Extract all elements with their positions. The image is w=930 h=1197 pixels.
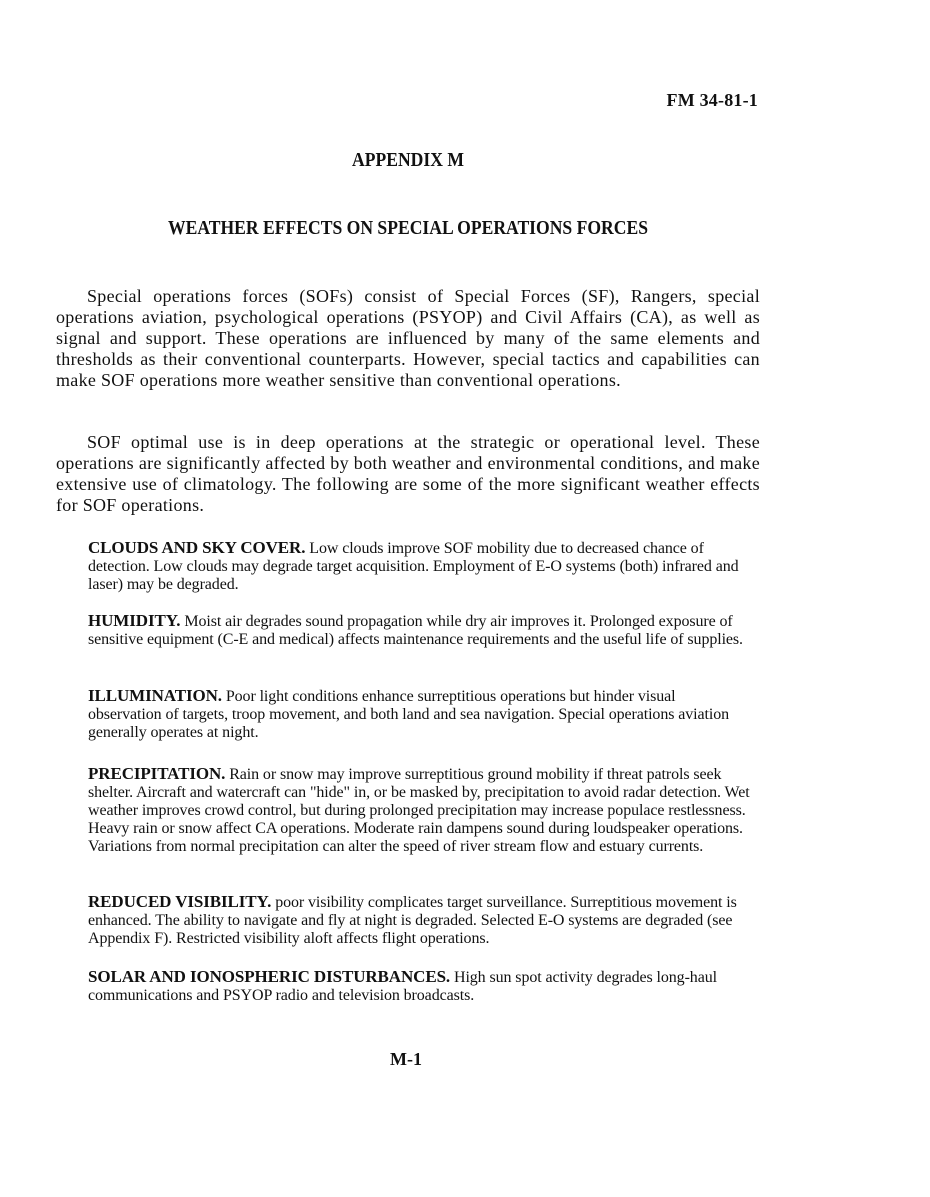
effect-precipitation	[88, 765, 752, 856]
effect-humidity	[88, 612, 752, 649]
effect-term: REDUCED VISIBILITY.	[88, 892, 272, 911]
effect-term: HUMIDITY.	[88, 611, 181, 630]
effect-text: Moist air degrades sound propagation while dry air improves it. Prolonged exposure of sensitive equipment (C-E and medical) affects maintenance requirements and the useful life of supplies.	[88, 613, 743, 648]
page-number: M-1	[390, 1049, 422, 1069]
intro-paragraph-2: SOF optimal use is in deep operations at the strategic or operational level. These operations are significantly affected by both weather and environmental conditions, and make extensive use of climatology. The following are some of the more significant weather effects for SOF operations.	[56, 432, 760, 515]
effect-text: Poor light conditions enhance surreptitious operations but hinder visual observation of targets, troop movement, and both land and sea navigation. Special operations aviation generally operates at night.	[88, 688, 729, 741]
appendix-title: APPENDIX M	[352, 149, 464, 171]
effect-reduced-visibility	[88, 893, 752, 948]
effect-solar-and-ionospheric-disturbances	[88, 968, 752, 1005]
intro-paragraph-1: Special operations forces (SOFs) consist of Special Forces (SF), Rangers, special operations aviation, psychological operations (PSYOP) and Civil Affairs (CA), as well as signal and support. These operations are influenced by many of the same elements and thresholds as their conventional counterparts. However, special tactics and capabilities can make SOF operations more weather sensitive than conventional operations.	[56, 286, 760, 390]
effect-text: Low clouds improve SOF mobility due to decreased chance of detection. Low clouds may degrade target acquisition. Employment of E-O systems (both) infrared and laser) may be degraded.	[88, 540, 739, 593]
effect-term: SOLAR AND IONOSPHERIC DISTURBANCES.	[88, 967, 451, 986]
effect-illumination	[88, 687, 752, 742]
page-title: WEATHER EFFECTS ON SPECIAL OPERATIONS FORCES	[167, 217, 649, 239]
effect-clouds-and-sky-cover	[88, 539, 752, 594]
effect-term: ILLUMINATION.	[88, 686, 222, 705]
effect-text: poor visibility complicates target surveillance. Surreptitious movement is enhanced. The ability to navigate and fly at night is degraded. Selected E-O systems are degraded (see Appendix F). Restricted visibility aloft affects flight operations.	[88, 894, 737, 947]
effect-term: PRECIPITATION.	[88, 764, 226, 783]
effect-text: Rain or snow may improve surreptitious ground mobility if threat patrols seek shelter. Aircraft and watercraft can "hide" in, or be masked by, precipitation to avoid radar detection. Wet weather improves crowd control, but during prolonged precipitation may increase populace restlessness. Heavy rain or snow affect CA operations. Moderate rain dampens sound during loudspeaker operations. Variations from normal precipitation can alter the speed of river stream flow and estuary currents.	[88, 766, 750, 855]
effect-text: High sun spot activity degrades long-haul communications and PSYOP radio and television broadcasts.	[88, 969, 717, 1004]
effect-term: CLOUDS AND SKY COVER.	[88, 538, 306, 557]
document-id: FM 34-81-1	[666, 90, 758, 110]
